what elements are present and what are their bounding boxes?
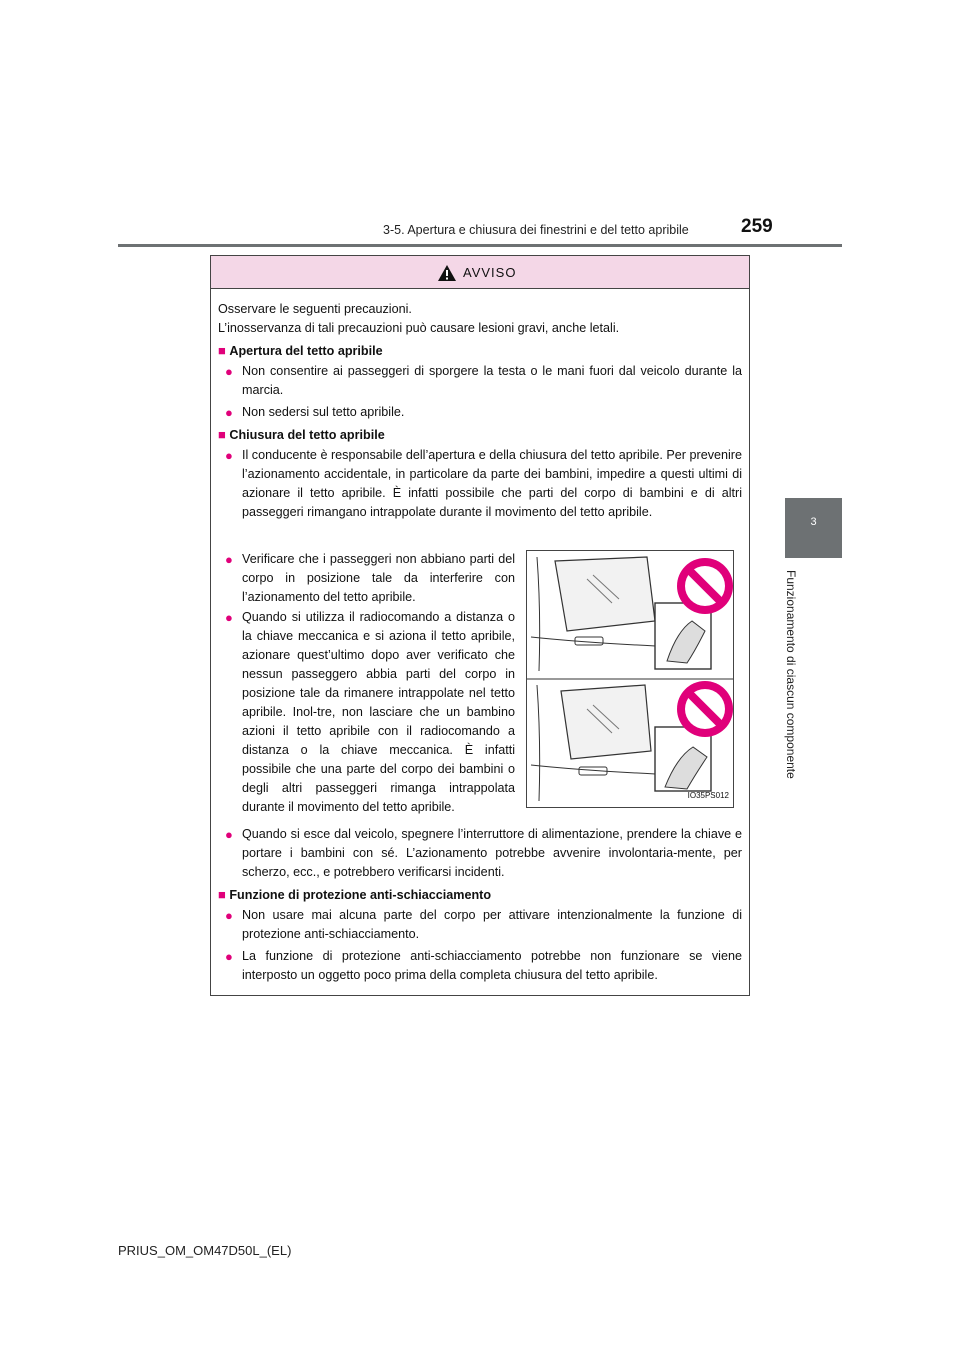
page-number: 259 [741,216,773,237]
warning-box [210,255,750,996]
bullet-text: Il conducente è responsabile dell’apertura e della chiusura del tetto apribile. Per prevenire l’azionamento accidentale, in particolare da parte dei bambini, impedire a questi ultimi di azionare il tetto apribile. È infatti possibile che parti del corpo di bambini e di altri passeggeri rimangano intrappolate durante il movimento del tetto apribile. [242,448,742,519]
section-title: 3-5. Apertura e chiusura dei finestrini e del tetto apribile [383,223,689,237]
square-bullet-icon: ■ [218,427,226,442]
circle-bullet-icon: ● [225,827,233,842]
circle-bullet-icon: ● [225,610,233,625]
heading-text: Apertura del tetto apribile [229,344,383,358]
sunroof-illustration [526,550,734,808]
bullet-text: Verificare che i passeggeri non abbiano parti del corpo in posizione tale da interferire con l’azionamento del tetto apribile. [242,552,515,604]
intro-line-1: Osservare le seguenti precauzioni. [218,302,412,316]
bullet-text: La funzione di protezione anti-schiacciamento potrebbe non funzionare se viene interposto un oggetto poco prima della completa chiusura del tetto apribile. [242,949,742,982]
circle-bullet-icon: ● [225,448,233,463]
circle-bullet-icon: ● [225,949,233,964]
chapter-label: Funzionamento di ciascun componente [784,570,798,779]
bullet-text: Non sedersi sul tetto apribile. [242,405,405,419]
warning-title: AVVISO [463,265,517,280]
section-heading-1 [218,341,383,361]
document-code: PRIUS_OM_OM47D50L_(EL) [118,1243,292,1258]
square-bullet-icon: ■ [218,343,226,358]
circle-bullet-icon: ● [225,405,233,420]
bullet-text: Quando si esce dal veicolo, spegnere l’interruttore di alimentazione, prendere la chiave e portare i bambini con sé. L’azionamento potrebbe avvenire involontaria-mente, per scherzo, ecc., e potrebbero verificarsi incidenti. [242,827,742,879]
illustration-drawing [527,551,733,807]
square-bullet-icon: ■ [218,887,226,902]
circle-bullet-icon: ● [225,908,233,923]
chapter-tab [785,498,842,558]
bullet-text: Non usare mai alcuna parte del corpo per attivare intenzionalmente la funzione di protezione anti-schiacciamento. [242,908,742,941]
heading-text: Chiusura del tetto apribile [229,428,385,442]
heading-text: Funzione di protezione anti-schiacciamento [229,888,492,902]
chapter-number: 3 [810,516,817,528]
section-heading-2 [218,425,385,445]
header-rule [118,244,842,247]
bullet-text: Quando si utilizza il radiocomando a distanza o la chiave meccanica e si aziona il tetto apribile, azionare quest’ultimo dopo aver verificato che nessun passeggero abbia parti del corpo in posizione tale da rimanere intrappolate nel tetto apribile. Inol-tre, non lasciare che un bambino azioni il tetto apribile con il radiocomando a distanza o la chiave meccanica. È infatti possibile che una parte del corpo dei bambini o degli altri passeggeri rimanga intrappolata durante il movimento del tetto apribile. [242,610,515,814]
warning-header [211,256,749,289]
section-heading-3 [218,885,491,905]
figure-code: IO35PS012 [687,791,729,800]
warning-icon [437,264,457,282]
circle-bullet-icon: ● [225,552,233,567]
circle-bullet-icon: ● [225,364,233,379]
intro-line-2: L’inosservanza di tali precauzioni può causare lesioni gravi, anche letali. [218,321,620,335]
chapter-label-wrap [783,570,813,800]
bullet-text: Non consentire ai passeggeri di sporgere la testa o le mani fuori dal veicolo durante la marcia. [242,364,742,397]
